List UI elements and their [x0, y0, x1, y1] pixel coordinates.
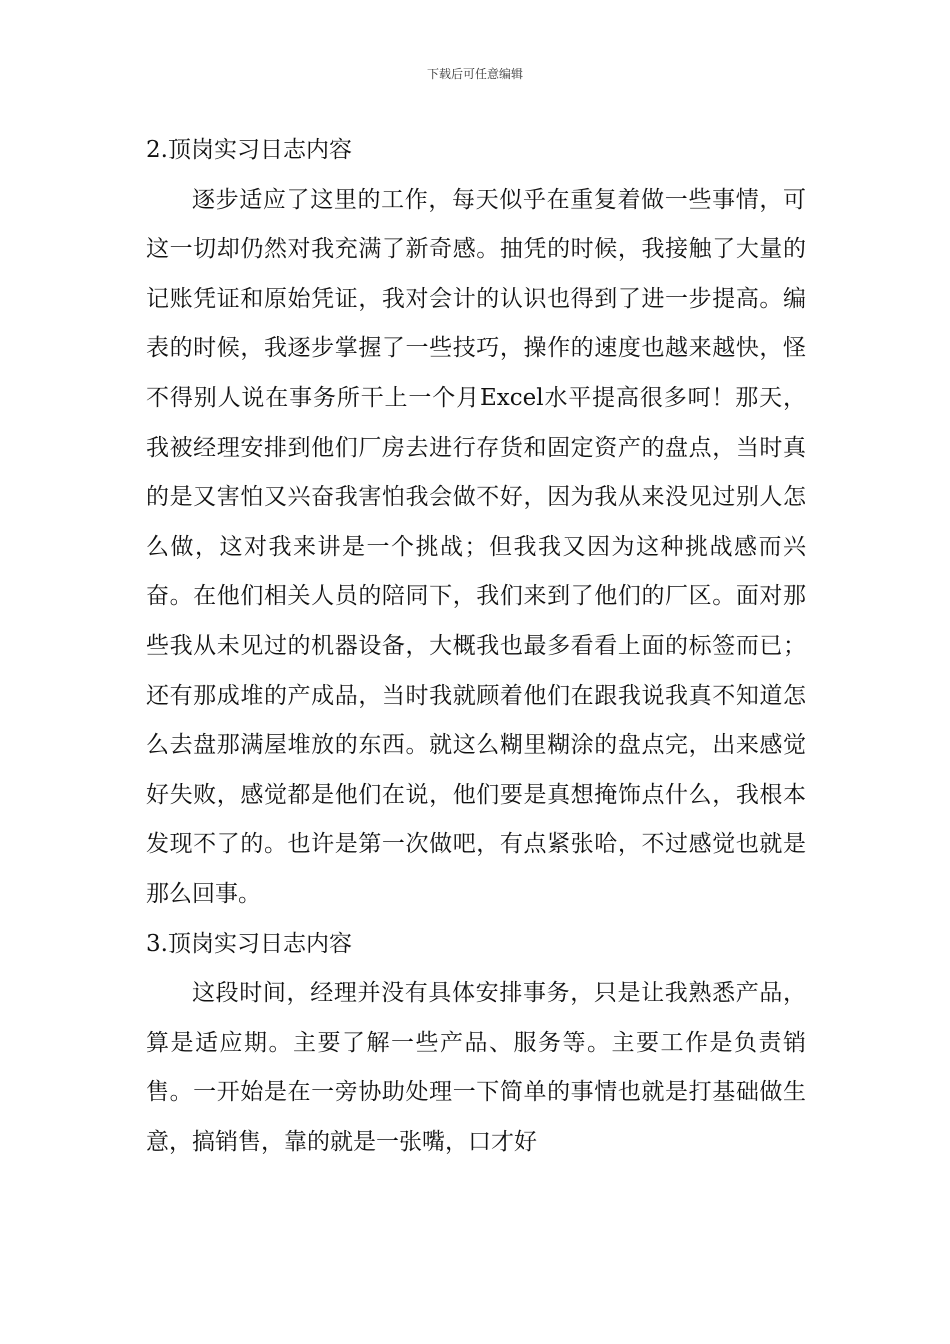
section-paragraph-2: 逐步适应了这里的工作，每天似乎在重复着做一些事情，可这一切却仍然对我充满了新奇感。抽凭的时候，我接触了大量的记账凭证和原始凭证，我对会计的认识也得到了进一步提高。编表的时候，我逐步掌握了一些技巧，操作的速度也越来越快，怪不得别人说在事务所干上一个月Excel水平提高很多呵！那天，我被经理安排到他们厂房去进行存货和固定资产的盘点，当时真的是又害怕又兴奋我害怕我会做不好，因为我从来没见过别人怎么做，这对我来讲是一个挑战；但我我又因为这种挑战感而兴奋。在他们相关人员的陪同下，我们来到了他们的厂区。面对那些我从未见过的机器设备，大概我也最多看看上面的标签而已；还有那成堆的产成品，当时我就顾着他们在跟我说我真不知道怎么去盘那满屋堆放的东西。就这么糊里糊涂的盘点完，出来感觉好失败，感觉都是他们在说，他们要是真想掩饰点什么，我根本发现不了的。也许是第一次做吧，有点紧张哈，不过感觉也就是那么回事。 — [146, 186, 806, 907]
section-heading-2: 2.顶岗实习日志内容 — [146, 137, 352, 163]
section-paragraph-3: 这段时间，经理并没有具体安排事务，只是让我熟悉产品，算是适应期。主要了解一些产品、服务等。主要工作是负责销售。一开始是在一旁协助处理一下简单的事情也就是打基础做生意，搞销售，靠的就是一张嘴，口才好 — [146, 980, 806, 1155]
document-body — [146, 126, 806, 1167]
section-heading-3: 3.顶岗实习日志内容 — [146, 930, 352, 957]
page-header-note: 下载后可任意编辑 — [426, 67, 523, 81]
